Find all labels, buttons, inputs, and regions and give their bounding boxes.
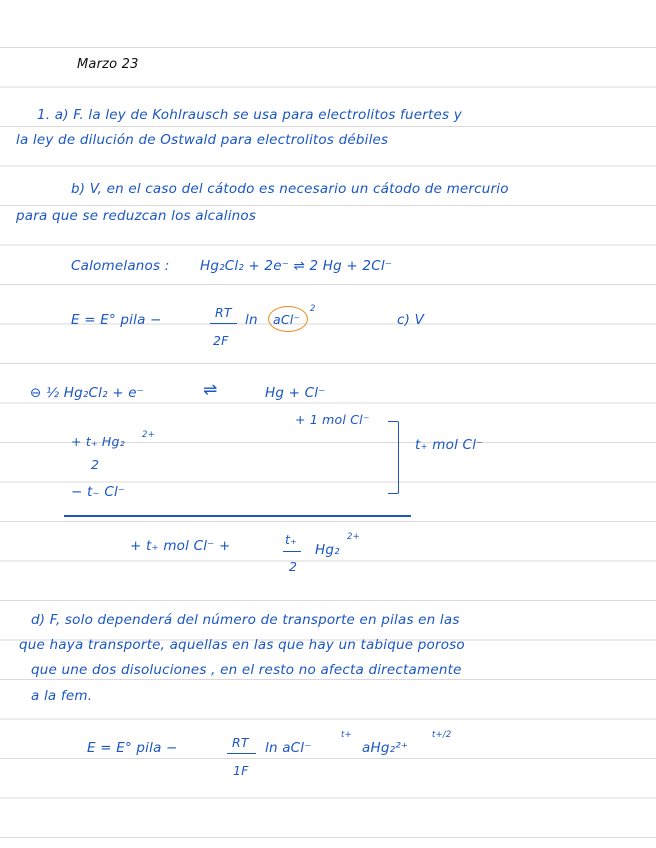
net-result-line: + t₊ mol Cl⁻ +: [130, 538, 231, 554]
eq1-exponent: 2: [310, 304, 316, 314]
eq2-exponent-2: t+/2: [432, 730, 452, 740]
q1b-line-2: para que se reduzcan los alcalinos: [16, 208, 257, 224]
transfer-numerator: + t₊ Hg₂: [71, 434, 125, 449]
net-species: Hg₂: [315, 542, 340, 558]
q1d-line-1: d) F, solo dependerá del número de transporte en pilas en las: [31, 612, 460, 628]
grouping-bracket: [388, 421, 399, 494]
bracket-label: t₊ mol Cl⁻: [415, 437, 484, 453]
net-fraction-denominator: 2: [289, 559, 298, 574]
anode-sign-icon: ⊖: [30, 385, 42, 401]
date-heading: Marzo 23: [77, 57, 139, 72]
half-reaction-arrow: ⇌: [203, 380, 218, 400]
transfer-numerator-sup: 2+: [142, 430, 155, 440]
eq2-denominator: 1F: [233, 763, 249, 778]
q1b-line-1: b) V, en el caso del cátodo es necesario un cátodo de mercurio: [71, 181, 509, 197]
q1d-line-2: que haya transporte, aquellas en las que hay un tabique poroso: [19, 637, 465, 653]
q1a-line-1: 1. a) F. la ley de Kohlrausch se usa para electrolitos fuertes y: [37, 107, 462, 123]
eq2-mercury-activity: aHg₂²⁺: [362, 740, 409, 756]
transfer-minus-line: − t₋ Cl⁻: [71, 484, 126, 500]
sum-line: [64, 515, 411, 517]
eq2-lhs: E = E° pila −: [87, 740, 178, 756]
q1c-answer: c) V: [397, 312, 425, 328]
half-reaction-lhs: ½ Hg₂Cl₂ + e⁻: [46, 385, 145, 401]
q1d-line-4: a la fem.: [31, 688, 93, 704]
eq1-ln: ln: [245, 312, 258, 328]
q1d-line-3: que une dos disoluciones , en el resto no afecta directamente: [31, 662, 462, 678]
calomel-reaction: Hg₂Cl₂ + 2e⁻ ⇌ 2 Hg + 2Cl⁻: [200, 258, 393, 274]
net-fraction-numerator: t₊: [285, 532, 297, 547]
eq2-fraction-bar: [227, 753, 256, 754]
eq1-lhs: E = E° pila −: [71, 312, 162, 328]
plus-one-mol-cl: + 1 mol Cl⁻: [295, 412, 370, 427]
half-reaction-rhs: Hg + Cl⁻: [265, 385, 326, 401]
eq1-denominator: 2F: [213, 333, 229, 348]
q1a-line-2: la ley de dilución de Ostwald para electrolitos débiles: [16, 132, 389, 148]
eq1-numerator: RT: [215, 305, 232, 320]
eq1-fraction-bar: [210, 323, 237, 324]
eq2-exponent-1: t+: [341, 730, 352, 740]
eq1-activity: aCl⁻: [273, 312, 301, 327]
eq2-numerator: RT: [232, 735, 249, 750]
net-fraction-bar: [283, 551, 301, 552]
net-species-sup: 2+: [347, 532, 360, 542]
transfer-denominator: 2: [91, 457, 100, 472]
eq2-ln-term: ln aCl⁻: [265, 740, 312, 756]
calomel-label: Calomelanos :: [71, 258, 170, 274]
